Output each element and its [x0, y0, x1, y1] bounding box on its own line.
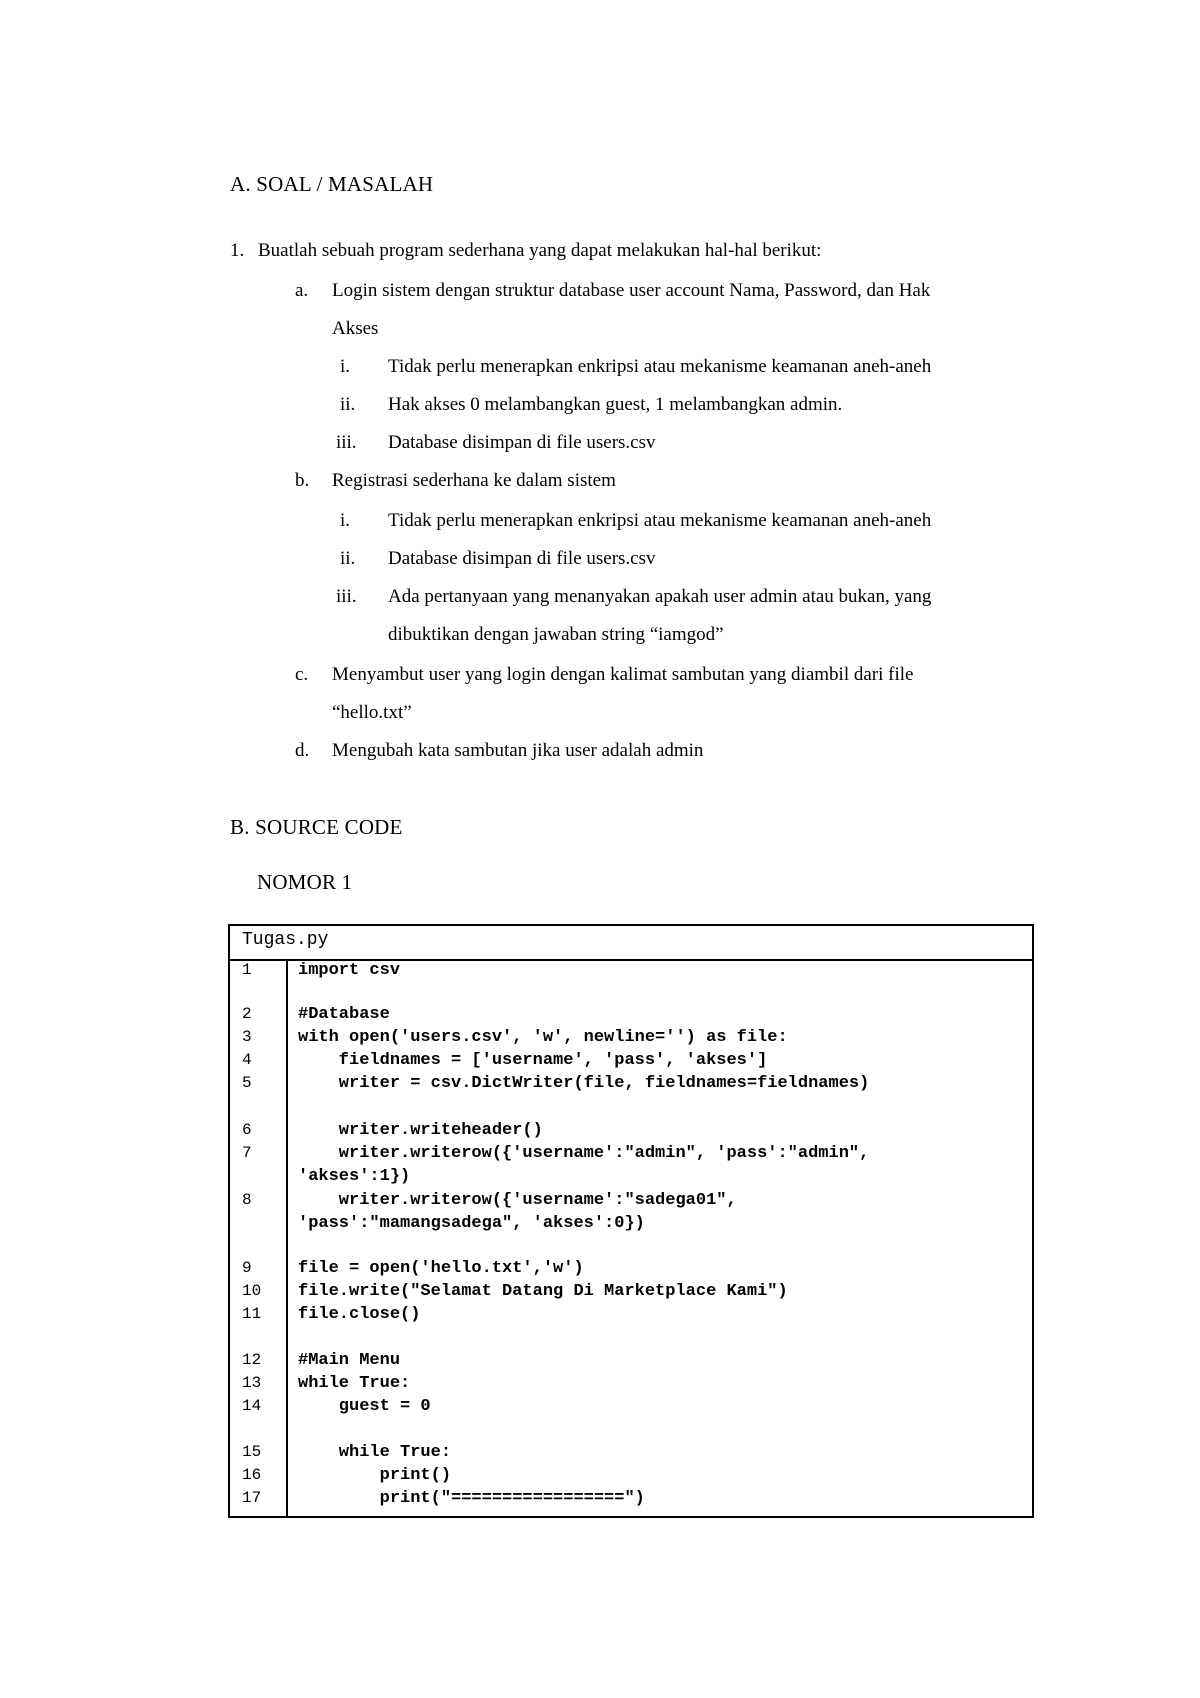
code-listing [228, 924, 1034, 1518]
item-b-sub-i-text: Tidak perlu menerapkan enkripsi atau mekanisme keamanan aneh-aneh [388, 510, 932, 531]
item-b-sub-ii-marker: ii. [340, 548, 356, 569]
line-number: 11 [242, 1305, 262, 1323]
code-line: guest = 0 [298, 1397, 431, 1416]
line-number: 17 [242, 1489, 262, 1507]
code-line: while True: [298, 1443, 452, 1462]
item-c-line-1: Menyambut user yang login dengan kalimat sambutan yang diambil dari file [332, 664, 914, 685]
item-a-sub-iii-text: Database disimpan di file users.csv [388, 432, 656, 453]
code-line: writer.writeheader() [298, 1121, 543, 1140]
line-number: 8 [242, 1191, 252, 1209]
section-a-heading: A. SOAL / MASALAH [230, 172, 434, 196]
item-b-sub-i-marker: i. [340, 510, 351, 531]
item-c-line-2: “hello.txt” [332, 702, 412, 723]
code-line: writer.writerow({'username':"sadega01", [298, 1191, 737, 1210]
item-a-line-2: Akses [332, 318, 379, 339]
code-line: file.close() [298, 1305, 421, 1324]
code-body [230, 961, 1032, 1516]
code-line: writer = csv.DictWriter(file, fieldnames=fieldnames) [298, 1074, 870, 1093]
item-a-marker: a. [295, 280, 309, 301]
line-number: 12 [242, 1351, 262, 1369]
code-line: file = open('hello.txt','w') [298, 1259, 584, 1278]
item-a-sub-ii-text: Hak akses 0 melambangkan guest, 1 melambangkan admin. [388, 394, 843, 415]
code-filename-row [230, 926, 1032, 961]
code-line: writer.writerow({'username':"admin", 'pass':"admin", [298, 1144, 870, 1163]
item-b-sub-iii-text-2: dibuktikan dengan jawaban string “iamgod” [388, 624, 724, 645]
code-line: fieldnames = ['username', 'pass', 'akses'] [298, 1051, 768, 1070]
item-a-sub-iii-marker: iii. [336, 432, 357, 453]
section-b-heading: B. SOURCE CODE [230, 815, 403, 839]
line-number: 16 [242, 1466, 262, 1484]
line-number: 5 [242, 1074, 252, 1092]
section-b-subtitle: NOMOR 1 [257, 870, 353, 894]
item-b-sub-iii-text: Ada pertanyaan yang menanyakan apakah user admin atau bukan, yang [388, 586, 932, 607]
code-line: with open('users.csv', 'w', newline='') as file: [298, 1028, 788, 1047]
code-line: while True: [298, 1374, 411, 1393]
line-number: 10 [242, 1282, 262, 1300]
code-line: print() [298, 1466, 452, 1485]
code-line: import csv [298, 961, 401, 980]
item-d-line-1: Mengubah kata sambutan jika user adalah admin [332, 740, 704, 761]
line-number: 6 [242, 1121, 252, 1139]
line-number: 1 [242, 961, 252, 979]
item-d-marker: d. [295, 740, 310, 761]
line-number: 4 [242, 1051, 252, 1069]
problem-number: 1. [230, 240, 245, 261]
item-a-sub-ii-marker: ii. [340, 394, 356, 415]
item-c-marker: c. [295, 664, 309, 685]
item-b-line-1: Registrasi sederhana ke dalam sistem [332, 470, 616, 491]
line-number: 9 [242, 1259, 252, 1277]
line-number: 7 [242, 1144, 252, 1162]
item-a-sub-i-marker: i. [340, 356, 351, 377]
code-line: #Database [298, 1005, 390, 1024]
line-number: 15 [242, 1443, 262, 1461]
code-line: file.write("Selamat Datang Di Marketplace Kami") [298, 1282, 788, 1301]
line-number: 13 [242, 1374, 262, 1392]
line-number: 14 [242, 1397, 262, 1415]
code-line: #Main Menu [298, 1351, 401, 1370]
item-b-sub-iii-marker: iii. [336, 586, 357, 607]
item-a-line-1: Login sistem dengan struktur database user account Nama, Password, dan Hak [332, 280, 931, 301]
item-b-marker: b. [295, 470, 310, 491]
line-number: 2 [242, 1005, 252, 1023]
line-number: 3 [242, 1028, 252, 1046]
code-line: 'akses':1}) [298, 1167, 411, 1186]
item-a-sub-i-text: Tidak perlu menerapkan enkripsi atau mekanisme keamanan aneh-aneh [388, 356, 932, 377]
code-line: print("=================") [298, 1489, 645, 1508]
code-filename: Tugas.py [242, 930, 329, 950]
problem-intro: Buatlah sebuah program sederhana yang dapat melakukan hal-hal berikut: [258, 240, 822, 261]
code-line: 'pass':"mamangsadega", 'akses':0}) [298, 1214, 645, 1233]
item-b-sub-ii-text: Database disimpan di file users.csv [388, 548, 656, 569]
